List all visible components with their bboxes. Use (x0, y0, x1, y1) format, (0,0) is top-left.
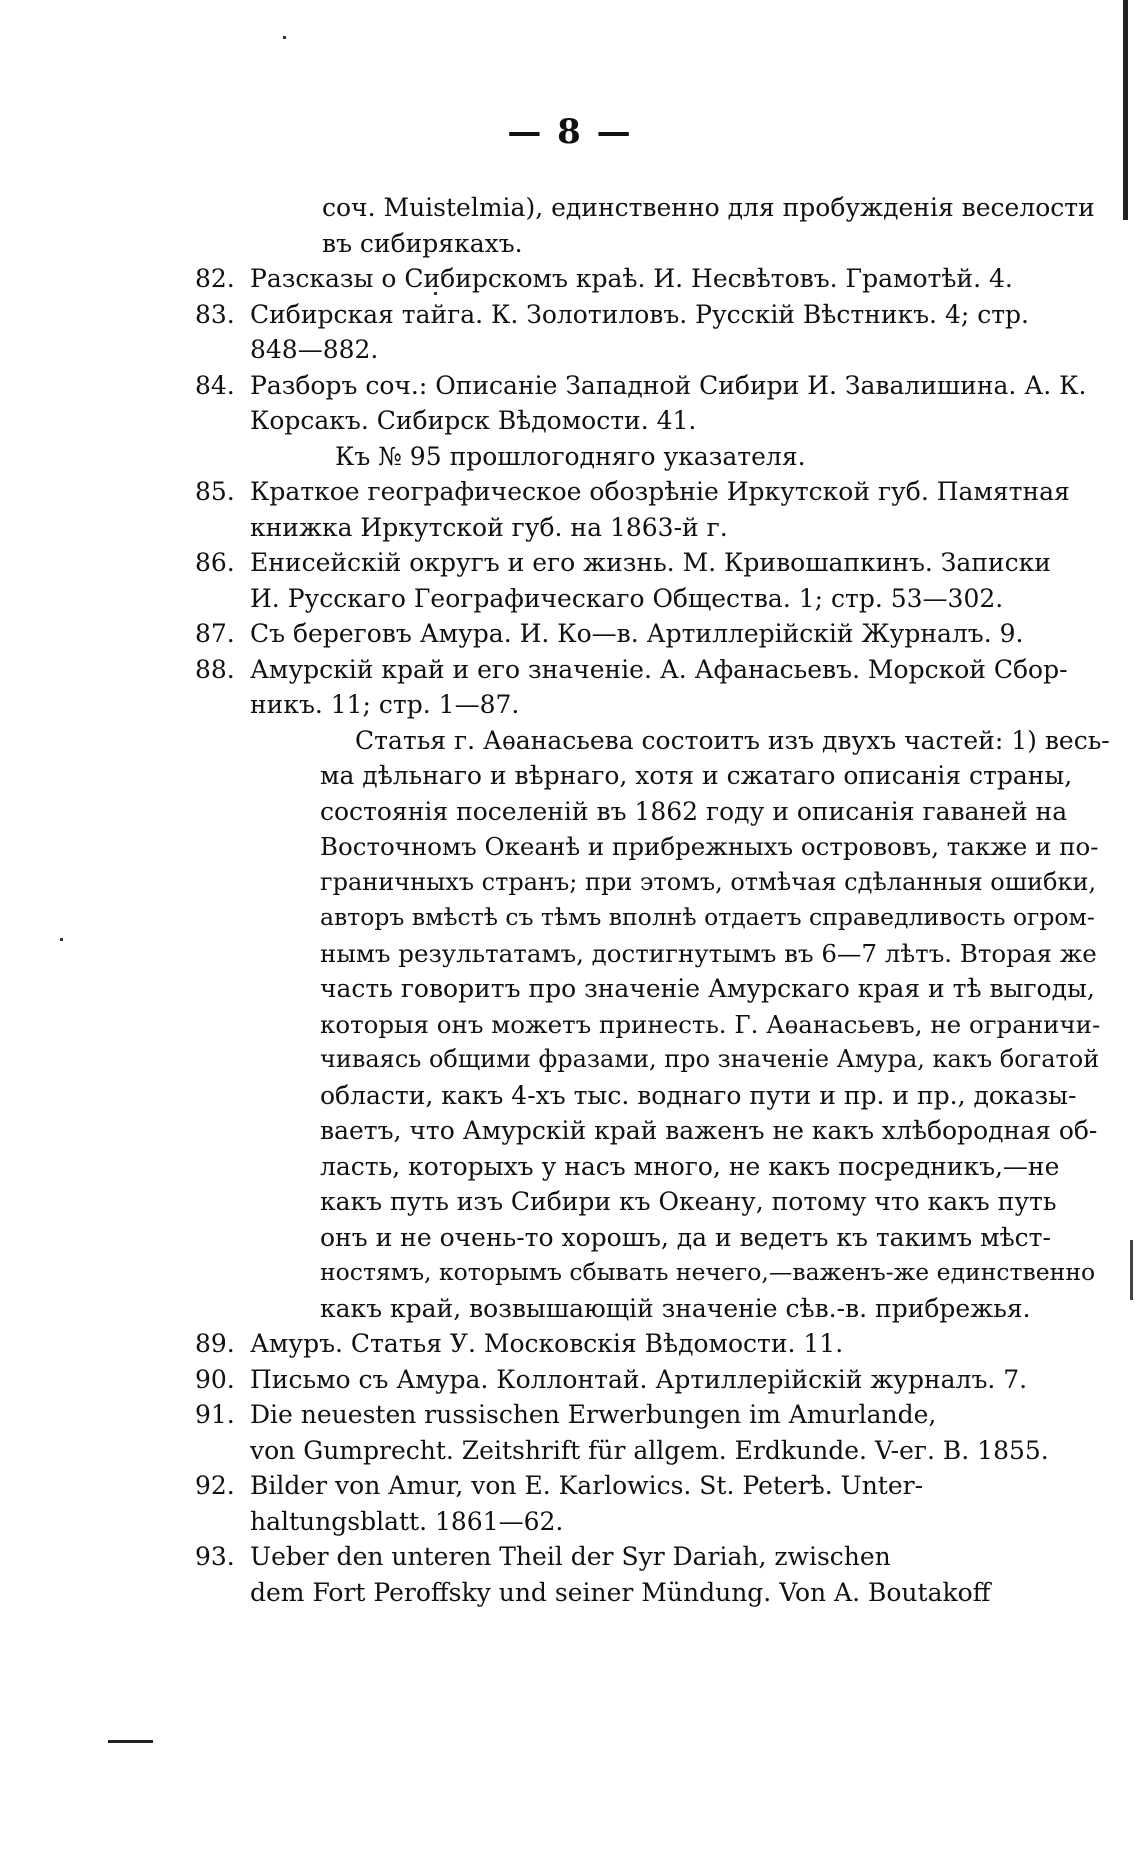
text-line (195, 581, 1110, 617)
page-edge-rule (1123, 0, 1128, 220)
text-line (195, 1042, 1110, 1078)
continuation-text: состоянія поселеній въ 1862 году и описанія гаваней на (320, 796, 1068, 826)
entry-number: 93. (195, 1542, 235, 1571)
margin-mark (1130, 1240, 1133, 1300)
text-line (195, 297, 1110, 333)
page-number: — 8 — (507, 112, 633, 152)
continuation-text: von Gumprecht. Zeitshrift für allgem. Erdkunde. V-ег. B. 1855. (250, 1435, 1049, 1465)
continuation-text: Статья г. Аѳанасьева состоитъ изъ двухъ частей: 1) весь- (355, 725, 1110, 755)
entry-text: Письмо съ Амура. Коллонтай. Артиллерійскій журналъ. 7. (250, 1364, 1028, 1394)
entry-number: 89. (195, 1329, 235, 1358)
continuation-text: соч. Muistelmia), единственно для пробужденія веселости (322, 193, 1095, 222)
text-line (195, 723, 1110, 759)
text-line (195, 936, 1110, 972)
text-line (195, 545, 1110, 581)
continuation-text: области, какъ 4-хъ тыс. воднаго пути и пр. и пр., доказы- (320, 1080, 1077, 1110)
continuation-text: Къ № 95 прошлогодняго указателя. (335, 441, 806, 471)
continuation-text: часть говоритъ про значеніе Амурскаго края и тѣ выгоды, (320, 974, 1095, 1003)
text-line (195, 1504, 1110, 1540)
text-line (195, 794, 1110, 830)
entry-number: 85. (195, 477, 235, 506)
text-line (195, 332, 1110, 368)
text-column (195, 190, 1110, 1610)
footer-rule (108, 1740, 153, 1743)
text-line (195, 652, 1110, 688)
continuation-text: какъ путь изъ Сибири къ Океану, потому что какъ путь (320, 1187, 1057, 1216)
text-line (195, 1539, 1110, 1575)
continuation-text: haltungsblatt. 1861—62. (250, 1506, 564, 1536)
continuation-text: какъ край, возвышающій значеніе сѣв.-в. прибрежья. (320, 1293, 1031, 1323)
text-line (195, 1291, 1110, 1327)
text-line (195, 865, 1110, 901)
continuation-text: ваетъ, что Амурскій край важенъ не какъ хлѣбородная об- (320, 1116, 1098, 1145)
continuation-text: никъ. 11; стр. 1—87. (250, 690, 520, 719)
text-line (195, 190, 1110, 226)
continuation-text: И. Русскаго Географическаго Общества. 1; стр. 53—302. (250, 583, 1004, 613)
text-line (195, 1184, 1110, 1220)
text-line (195, 900, 1110, 936)
continuation-text: авторъ вмѣстѣ съ тѣмъ вполнѣ отдаетъ справедливость огром- (320, 903, 1095, 931)
entry-text: Die neuesten russischen Erwerbungen im Amurlande, (250, 1400, 937, 1429)
continuation-text: ласть, которыхъ у насъ много, не какъ посредникъ,—не (320, 1151, 1060, 1181)
continuation-text: которыя онъ можетъ принесть. Г. Аѳанасьевъ, не ограничи- (320, 1009, 1101, 1039)
text-line (195, 1113, 1110, 1149)
text-line (195, 1397, 1110, 1433)
entry-number: 82. (195, 264, 235, 293)
text-line (195, 226, 1110, 262)
entry-number: 83. (195, 299, 235, 329)
entry-number: 88. (195, 654, 235, 684)
text-line (195, 1468, 1110, 1504)
continuation-text: ностямъ, которымъ сбывать нечего,—важенъ-же единственно (320, 1258, 1096, 1286)
entry-text: Сибирская тайга. К. Золотиловъ. Русскій Вѣстникъ. 4; стр. (250, 299, 1030, 329)
continuation-text: граничныхъ странъ; при этомъ, отмѣчая сдѣланныя ошибки, (320, 867, 1097, 896)
entry-number: 86. (195, 548, 235, 577)
entry-number: 91. (195, 1400, 235, 1429)
text-line (195, 616, 1110, 652)
text-line (195, 1078, 1110, 1114)
text-line (195, 1220, 1110, 1256)
entry-text: Ueber den unteren Theil der Syr Dariah, zwischen (250, 1542, 891, 1571)
text-line (195, 403, 1110, 439)
continuation-text: ма дѣльнаго и вѣрнаго, хотя и сжатаго описанія страны, (320, 761, 1073, 790)
text-line (195, 261, 1110, 297)
continuation-text: въ сибирякахъ. (322, 228, 523, 258)
entry-text: Амурскій край и его значеніе. А. Афанасьевъ. Морской Сбор- (250, 654, 1068, 684)
text-line (195, 1007, 1110, 1043)
speck (283, 36, 286, 39)
entry-text: Амуръ. Статья У. Московскія Вѣдомости. 11. (250, 1329, 844, 1358)
continuation-text: Корсакъ. Сибирск Вѣдомости. 41. (250, 406, 697, 435)
text-line (195, 368, 1110, 404)
continuation-text: Восточномъ Океанѣ и прибрежныхъ острововъ, также и по- (320, 832, 1099, 861)
text-line (195, 971, 1110, 1007)
continuation-text: чиваясь общими фразами, про значеніе Амура, какъ богатой (320, 1045, 1100, 1073)
entry-text: Съ береговъ Амура. И. Ко—в. Артиллерійскій Журналъ. 9. (250, 619, 1024, 648)
continuation-text: dem Fort Peroffsky und seiner Mündung. Von A. Boutakoff (250, 1577, 991, 1607)
text-line (195, 1149, 1110, 1185)
text-line (195, 474, 1110, 510)
text-line (195, 758, 1110, 794)
entry-number: 87. (195, 619, 235, 648)
text-line (195, 1326, 1110, 1362)
text-line (195, 829, 1110, 865)
continuation-text: книжка Иркутской губ. на 1863-й г. (250, 512, 728, 542)
entry-number: 90. (195, 1364, 235, 1394)
entry-text: Енисейскій округъ и его жизнь. М. Кривошапкинъ. Записки (250, 548, 1051, 577)
entry-text: Bilder von Amur, von E. Karlowics. St. Peterѣ. Unter- (250, 1471, 924, 1500)
entry-text: Краткое географическое обозрѣніе Иркутской губ. Памятная (250, 477, 1070, 506)
entry-number: 92. (195, 1471, 235, 1500)
text-line (195, 510, 1110, 546)
text-line (195, 1255, 1110, 1291)
text-line (195, 687, 1110, 723)
entry-text: Разсказы о Сибирскомъ краѣ. И. Несвѣтовъ. Грамотѣй. 4. (250, 264, 1013, 293)
text-line (195, 439, 1110, 475)
text-line (195, 1362, 1110, 1398)
continuation-text: нымъ результатамъ, достигнутымъ въ 6—7 лѣтъ. Вторая же (320, 938, 1097, 968)
continuation-text: онъ и не очень-то хорошъ, да и ведетъ къ такимъ мѣст- (320, 1222, 1051, 1252)
speck (60, 938, 63, 941)
text-line (195, 1575, 1110, 1611)
entry-number: 84. (195, 370, 235, 400)
entry-text: Разборъ соч.: Описаніе Западной Сибири И. Завалишина. А. К. (250, 370, 1087, 400)
continuation-text: 848—882. (250, 335, 379, 364)
text-line (195, 1433, 1110, 1469)
